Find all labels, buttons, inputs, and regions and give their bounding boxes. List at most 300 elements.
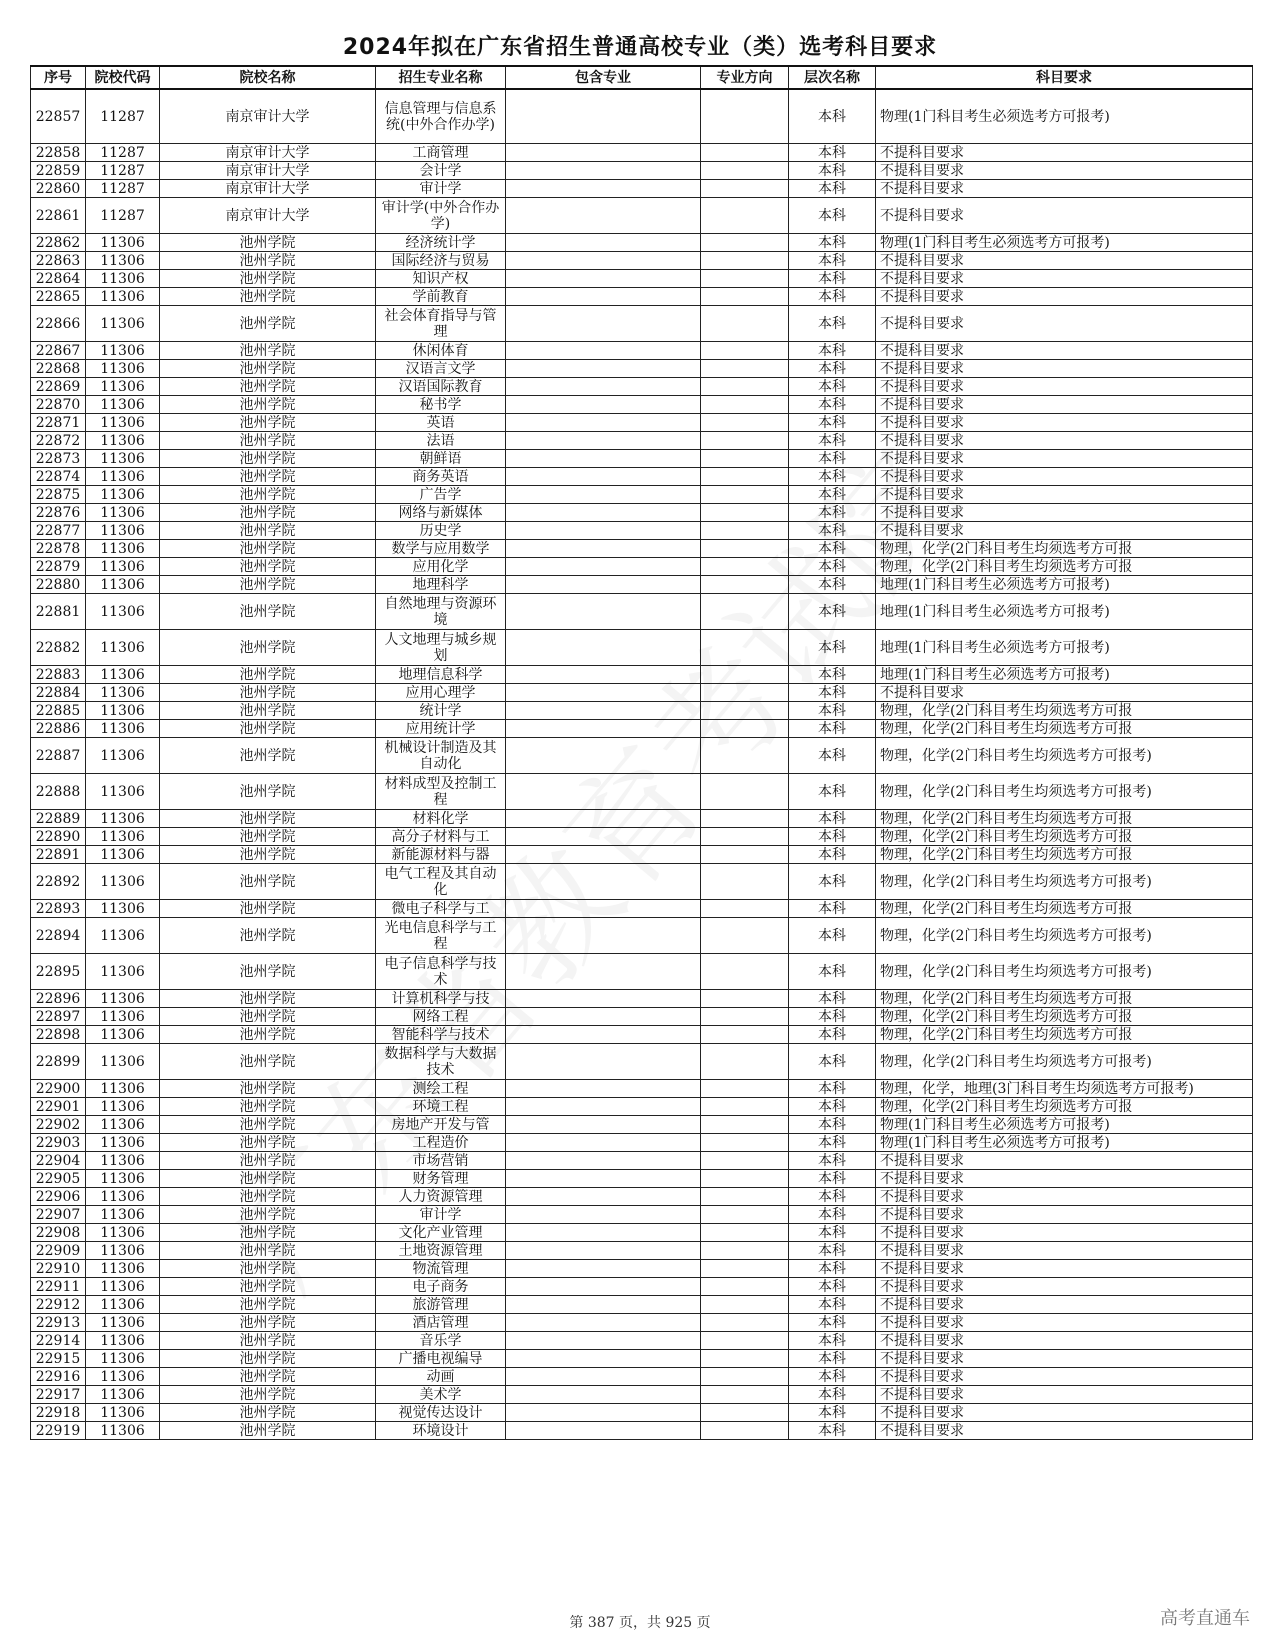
cell-requirement: 不提科目要求: [876, 306, 1253, 342]
cell-seq: 22870: [31, 396, 86, 414]
cell-include: [506, 1296, 701, 1314]
cell-requirement: 物理(1门科目考生必须选考方可报考): [876, 1116, 1253, 1134]
cell-code: 11306: [86, 1296, 160, 1314]
cell-major: 历史学: [376, 522, 506, 540]
cell-direction: [701, 288, 789, 306]
cell-code: 11306: [86, 1422, 160, 1440]
cell-include: [506, 1242, 701, 1260]
cell-code: 11306: [86, 738, 160, 774]
cell-major: 土地资源管理: [376, 1242, 506, 1260]
cell-school: 池州学院: [160, 828, 376, 846]
cell-major: 旅游管理: [376, 1296, 506, 1314]
cell-level: 本科: [789, 198, 876, 234]
cell-seq: 22883: [31, 666, 86, 684]
cell-seq: 22914: [31, 1332, 86, 1350]
cell-requirement: 物理(1门科目考生必须选考方可报考): [876, 234, 1253, 252]
cell-code: 11306: [86, 702, 160, 720]
cell-school: 池州学院: [160, 306, 376, 342]
cell-school: 池州学院: [160, 702, 376, 720]
requirements-table: [30, 65, 1253, 1440]
cell-requirement: 物理，化学，地理(3门科目考生均须选考方可报考): [876, 1080, 1253, 1098]
table-row: [31, 666, 1253, 684]
cell-code: 11306: [86, 1098, 160, 1116]
cell-code: 11306: [86, 666, 160, 684]
cell-level: 本科: [789, 1206, 876, 1224]
cell-school: 池州学院: [160, 990, 376, 1008]
cell-direction: [701, 918, 789, 954]
cell-level: 本科: [789, 738, 876, 774]
col-include: 包含专业: [506, 66, 701, 89]
cell-requirement: 不提科目要求: [876, 1242, 1253, 1260]
cell-level: 本科: [789, 1080, 876, 1098]
cell-school: 池州学院: [160, 1404, 376, 1422]
cell-major: 电气工程及其自动化: [376, 864, 506, 900]
cell-school: 池州学院: [160, 1008, 376, 1026]
cell-school: 池州学院: [160, 1044, 376, 1080]
cell-requirement: 不提科目要求: [876, 198, 1253, 234]
cell-include: [506, 684, 701, 702]
cell-include: [506, 252, 701, 270]
cell-school: 池州学院: [160, 900, 376, 918]
cell-major: 微电子科学与工: [376, 900, 506, 918]
cell-code: 11306: [86, 1386, 160, 1404]
cell-include: [506, 540, 701, 558]
cell-seq: 22877: [31, 522, 86, 540]
cell-school: 池州学院: [160, 774, 376, 810]
cell-requirement: 不提科目要求: [876, 1278, 1253, 1296]
cell-direction: [701, 558, 789, 576]
table-row: [31, 396, 1253, 414]
cell-level: 本科: [789, 1242, 876, 1260]
cell-code: 11306: [86, 288, 160, 306]
cell-requirement: 不提科目要求: [876, 1206, 1253, 1224]
cell-code: 11287: [86, 144, 160, 162]
cell-seq: 22908: [31, 1224, 86, 1242]
cell-include: [506, 396, 701, 414]
cell-level: 本科: [789, 1350, 876, 1368]
cell-requirement: 不提科目要求: [876, 486, 1253, 504]
cell-level: 本科: [789, 1368, 876, 1386]
cell-requirement: 地理(1门科目考生必须选考方可报考): [876, 594, 1253, 630]
cell-level: 本科: [789, 1422, 876, 1440]
cell-school: 池州学院: [160, 1260, 376, 1278]
cell-requirement: 物理，化学(2门科目考生均须选考方可报: [876, 990, 1253, 1008]
cell-level: 本科: [789, 1296, 876, 1314]
col-seq: 序号: [31, 66, 86, 89]
cell-seq: 22895: [31, 954, 86, 990]
cell-direction: [701, 1134, 789, 1152]
cell-school: 池州学院: [160, 1332, 376, 1350]
cell-include: [506, 774, 701, 810]
cell-major: 人力资源管理: [376, 1188, 506, 1206]
cell-seq: 22902: [31, 1116, 86, 1134]
cell-code: 11306: [86, 1116, 160, 1134]
cell-seq: 22915: [31, 1350, 86, 1368]
cell-level: 本科: [789, 576, 876, 594]
cell-seq: 22913: [31, 1314, 86, 1332]
cell-include: [506, 1368, 701, 1386]
cell-code: 11306: [86, 720, 160, 738]
cell-code: 11306: [86, 1368, 160, 1386]
table-row: [31, 1242, 1253, 1260]
cell-code: 11306: [86, 306, 160, 342]
cell-direction: [701, 306, 789, 342]
cell-requirement: 地理(1门科目考生必须选考方可报考): [876, 630, 1253, 666]
col-school: 院校名称: [160, 66, 376, 89]
cell-code: 11306: [86, 504, 160, 522]
cell-requirement: 不提科目要求: [876, 522, 1253, 540]
cell-seq: 22857: [31, 89, 86, 144]
cell-direction: [701, 684, 789, 702]
table-row: [31, 702, 1253, 720]
cell-major: 地理信息科学: [376, 666, 506, 684]
cell-seq: 22871: [31, 414, 86, 432]
cell-direction: [701, 1008, 789, 1026]
cell-include: [506, 378, 701, 396]
cell-requirement: 不提科目要求: [876, 1332, 1253, 1350]
table-row: [31, 720, 1253, 738]
cell-seq: 22899: [31, 1044, 86, 1080]
cell-seq: 22859: [31, 162, 86, 180]
cell-include: [506, 270, 701, 288]
cell-direction: [701, 1080, 789, 1098]
cell-school: 池州学院: [160, 1188, 376, 1206]
table-row: [31, 252, 1253, 270]
cell-requirement: 物理，化学(2门科目考生均须选考方可报考): [876, 774, 1253, 810]
table-row: [31, 1044, 1253, 1080]
cell-major: 应用统计学: [376, 720, 506, 738]
cell-level: 本科: [789, 396, 876, 414]
cell-include: [506, 486, 701, 504]
cell-level: 本科: [789, 1116, 876, 1134]
cell-school: 池州学院: [160, 1224, 376, 1242]
cell-requirement: 不提科目要求: [876, 288, 1253, 306]
cell-school: 池州学院: [160, 1206, 376, 1224]
cell-level: 本科: [789, 342, 876, 360]
cell-seq: 22910: [31, 1260, 86, 1278]
table-row: [31, 1296, 1253, 1314]
cell-seq: 22887: [31, 738, 86, 774]
cell-include: [506, 738, 701, 774]
cell-level: 本科: [789, 234, 876, 252]
table-row: [31, 342, 1253, 360]
cell-seq: 22901: [31, 1098, 86, 1116]
cell-include: [506, 89, 701, 144]
cell-requirement: 物理，化学(2门科目考生均须选考方可报考): [876, 918, 1253, 954]
cell-include: [506, 576, 701, 594]
cell-major: 审计学(中外合作办学): [376, 198, 506, 234]
cell-level: 本科: [789, 918, 876, 954]
table-row: [31, 918, 1253, 954]
cell-direction: [701, 396, 789, 414]
table-row: [31, 990, 1253, 1008]
cell-include: [506, 1044, 701, 1080]
cell-direction: [701, 738, 789, 774]
cell-level: 本科: [789, 1314, 876, 1332]
cell-direction: [701, 774, 789, 810]
cell-code: 11306: [86, 414, 160, 432]
cell-requirement: 物理，化学(2门科目考生均须选考方可报: [876, 540, 1253, 558]
cell-include: [506, 1386, 701, 1404]
cell-school: 池州学院: [160, 450, 376, 468]
cell-school: 池州学院: [160, 594, 376, 630]
cell-direction: [701, 1332, 789, 1350]
cell-code: 11306: [86, 1224, 160, 1242]
cell-code: 11306: [86, 684, 160, 702]
cell-school: 池州学院: [160, 558, 376, 576]
cell-include: [506, 1098, 701, 1116]
cell-code: 11306: [86, 1242, 160, 1260]
cell-include: [506, 180, 701, 198]
cell-level: 本科: [789, 306, 876, 342]
cell-code: 11306: [86, 1008, 160, 1026]
cell-code: 11306: [86, 918, 160, 954]
table-row: [31, 1368, 1253, 1386]
cell-include: [506, 900, 701, 918]
table-row: [31, 1260, 1253, 1278]
cell-level: 本科: [789, 1044, 876, 1080]
table-row: [31, 1152, 1253, 1170]
cell-include: [506, 828, 701, 846]
cell-include: [506, 1260, 701, 1278]
cell-level: 本科: [789, 360, 876, 378]
cell-seq: 22897: [31, 1008, 86, 1026]
cell-major: 自然地理与资源环境: [376, 594, 506, 630]
cell-level: 本科: [789, 1170, 876, 1188]
table-row: [31, 1008, 1253, 1026]
cell-major: 音乐学: [376, 1332, 506, 1350]
cell-include: [506, 1188, 701, 1206]
cell-direction: [701, 504, 789, 522]
cell-school: 池州学院: [160, 846, 376, 864]
cell-level: 本科: [789, 252, 876, 270]
cell-direction: [701, 702, 789, 720]
cell-level: 本科: [789, 504, 876, 522]
table-row: [31, 540, 1253, 558]
cell-direction: [701, 990, 789, 1008]
cell-code: 11306: [86, 522, 160, 540]
cell-level: 本科: [789, 1008, 876, 1026]
cell-level: 本科: [789, 432, 876, 450]
table-row: [31, 1188, 1253, 1206]
cell-school: 池州学院: [160, 1134, 376, 1152]
cell-major: 电子商务: [376, 1278, 506, 1296]
cell-code: 11306: [86, 1350, 160, 1368]
cell-school: 池州学院: [160, 360, 376, 378]
cell-direction: [701, 1260, 789, 1278]
cell-major: 工商管理: [376, 144, 506, 162]
cell-direction: [701, 576, 789, 594]
table-row: [31, 774, 1253, 810]
table-row: [31, 558, 1253, 576]
cell-level: 本科: [789, 666, 876, 684]
cell-requirement: 物理，化学(2门科目考生均须选考方可报考): [876, 954, 1253, 990]
cell-level: 本科: [789, 162, 876, 180]
table-row: [31, 378, 1253, 396]
cell-school: 池州学院: [160, 432, 376, 450]
cell-level: 本科: [789, 1134, 876, 1152]
cell-code: 11306: [86, 540, 160, 558]
cell-major: 应用心理学: [376, 684, 506, 702]
cell-school: 南京审计大学: [160, 162, 376, 180]
cell-major: 数据科学与大数据技术: [376, 1044, 506, 1080]
table-row: [31, 810, 1253, 828]
cell-direction: [701, 954, 789, 990]
cell-level: 本科: [789, 1278, 876, 1296]
cell-major: 地理科学: [376, 576, 506, 594]
cell-requirement: 物理，化学(2门科目考生均须选考方可报考): [876, 864, 1253, 900]
table-row: [31, 738, 1253, 774]
cell-requirement: 不提科目要求: [876, 396, 1253, 414]
cell-direction: [701, 1224, 789, 1242]
cell-include: [506, 162, 701, 180]
cell-seq: 22878: [31, 540, 86, 558]
cell-seq: 22896: [31, 990, 86, 1008]
cell-direction: [701, 1386, 789, 1404]
cell-major: 数学与应用数学: [376, 540, 506, 558]
cell-requirement: 不提科目要求: [876, 144, 1253, 162]
cell-requirement: 物理，化学(2门科目考生均须选考方可报: [876, 810, 1253, 828]
cell-direction: [701, 1170, 789, 1188]
cell-major: 朝鲜语: [376, 450, 506, 468]
cell-code: 11306: [86, 1206, 160, 1224]
cell-requirement: 不提科目要求: [876, 1422, 1253, 1440]
cell-include: [506, 702, 701, 720]
table-row: [31, 1080, 1253, 1098]
cell-include: [506, 1224, 701, 1242]
cell-school: 池州学院: [160, 630, 376, 666]
cell-major: 审计学: [376, 1206, 506, 1224]
cell-code: 11306: [86, 1044, 160, 1080]
cell-major: 学前教育: [376, 288, 506, 306]
cell-direction: [701, 1242, 789, 1260]
cell-school: 池州学院: [160, 1152, 376, 1170]
cell-level: 本科: [789, 594, 876, 630]
header-row: [31, 66, 1253, 89]
cell-school: 池州学院: [160, 738, 376, 774]
cell-code: 11287: [86, 180, 160, 198]
cell-code: 11306: [86, 1170, 160, 1188]
cell-include: [506, 1314, 701, 1332]
cell-school: 池州学院: [160, 414, 376, 432]
table-row: [31, 846, 1253, 864]
cell-level: 本科: [789, 144, 876, 162]
cell-level: 本科: [789, 810, 876, 828]
cell-level: 本科: [789, 1404, 876, 1422]
cell-code: 11306: [86, 900, 160, 918]
cell-level: 本科: [789, 1098, 876, 1116]
cell-code: 11287: [86, 198, 160, 234]
cell-direction: [701, 180, 789, 198]
cell-major: 人文地理与城乡规划: [376, 630, 506, 666]
cell-major: 工程造价: [376, 1134, 506, 1152]
cell-include: [506, 1116, 701, 1134]
table-row: [31, 1206, 1253, 1224]
cell-seq: 22863: [31, 252, 86, 270]
table-row: [31, 144, 1253, 162]
table-row: [31, 1422, 1253, 1440]
cell-school: 池州学院: [160, 1242, 376, 1260]
cell-code: 11306: [86, 558, 160, 576]
cell-seq: 22864: [31, 270, 86, 288]
cell-major: 会计学: [376, 162, 506, 180]
cell-seq: 22860: [31, 180, 86, 198]
table-row: [31, 954, 1253, 990]
cell-direction: [701, 1026, 789, 1044]
cell-code: 11306: [86, 396, 160, 414]
cell-code: 11306: [86, 1332, 160, 1350]
cell-seq: 22867: [31, 342, 86, 360]
cell-code: 11306: [86, 1278, 160, 1296]
cell-major: 商务英语: [376, 468, 506, 486]
cell-seq: 22881: [31, 594, 86, 630]
cell-direction: [701, 540, 789, 558]
cell-seq: 22918: [31, 1404, 86, 1422]
cell-school: 池州学院: [160, 1422, 376, 1440]
cell-include: [506, 558, 701, 576]
cell-include: [506, 504, 701, 522]
cell-direction: [701, 414, 789, 432]
cell-requirement: 物理(1门科目考生必须选考方可报考): [876, 1134, 1253, 1152]
cell-level: 本科: [789, 540, 876, 558]
cell-requirement: 不提科目要求: [876, 1260, 1253, 1278]
cell-code: 11306: [86, 252, 160, 270]
table-row: [31, 1386, 1253, 1404]
cell-direction: [701, 900, 789, 918]
cell-major: 网络与新媒体: [376, 504, 506, 522]
cell-major: 国际经济与贸易: [376, 252, 506, 270]
cell-direction: [701, 720, 789, 738]
cell-requirement: 不提科目要求: [876, 1296, 1253, 1314]
cell-level: 本科: [789, 630, 876, 666]
cell-level: 本科: [789, 180, 876, 198]
cell-seq: 22907: [31, 1206, 86, 1224]
cell-include: [506, 1278, 701, 1296]
cell-level: 本科: [789, 270, 876, 288]
table-row: [31, 180, 1253, 198]
brand-watermark: 高考直通车: [1160, 1608, 1250, 1629]
cell-level: 本科: [789, 1152, 876, 1170]
cell-requirement: 不提科目要求: [876, 180, 1253, 198]
cell-school: 池州学院: [160, 1296, 376, 1314]
cell-seq: 22862: [31, 234, 86, 252]
cell-code: 11306: [86, 1152, 160, 1170]
cell-code: 11306: [86, 576, 160, 594]
table-row: [31, 522, 1253, 540]
cell-level: 本科: [789, 468, 876, 486]
page-title: 2024年拟在广东省招生普通高校专业（类）选考科目要求: [342, 35, 938, 60]
cell-requirement: 不提科目要求: [876, 414, 1253, 432]
cell-level: 本科: [789, 702, 876, 720]
cell-seq: 22903: [31, 1134, 86, 1152]
cell-direction: [701, 1098, 789, 1116]
cell-code: 11306: [86, 810, 160, 828]
cell-direction: [701, 1296, 789, 1314]
cell-include: [506, 360, 701, 378]
col-code: 院校代码: [86, 66, 160, 89]
cell-requirement: 地理(1门科目考生必须选考方可报考): [876, 666, 1253, 684]
cell-code: 11306: [86, 270, 160, 288]
cell-seq: 22868: [31, 360, 86, 378]
table-row: [31, 1404, 1253, 1422]
cell-include: [506, 144, 701, 162]
table-row: [31, 1224, 1253, 1242]
cell-level: 本科: [789, 1332, 876, 1350]
cell-requirement: 物理，化学(2门科目考生均须选考方可报: [876, 1026, 1253, 1044]
cell-requirement: 物理，化学(2门科目考生均须选考方可报: [876, 1008, 1253, 1026]
cell-requirement: 物理，化学(2门科目考生均须选考方可报: [876, 720, 1253, 738]
cell-school: 池州学院: [160, 1350, 376, 1368]
